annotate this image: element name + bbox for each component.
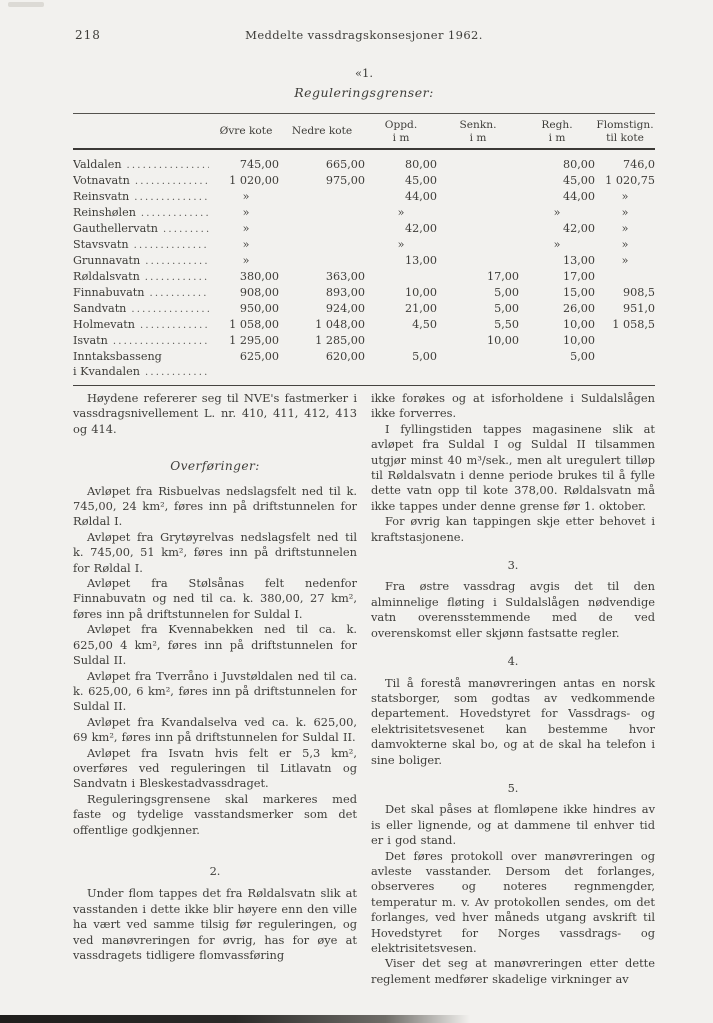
column-header-senkn: Senkn. i m: [437, 114, 519, 150]
paragraph: Det føres protokoll over manøvreringen og avleste vasstander. Dersom det forlanges, observeres og noteres regnmengder, temperatur m. v. Av protokollen sendes, om det forlanges, ved hver måneds utgang avskrift til Hovedstyret for Norges vassdrags- og elektrisitetsvesen.: [371, 848, 655, 955]
cell-oppd: 13,00: [404, 254, 437, 267]
cell-flomstign: [595, 333, 655, 349]
cell-regh: 5,00: [519, 349, 595, 386]
row-label: Isvatn: [73, 334, 108, 347]
paragraph: Fra østre vassdrag avgis det til den alminnelige fløting i Suldalslågen nødvendige vatn overensstemmende med de ved overenskomst eller skjønn fastsatte regler.: [371, 579, 655, 640]
cell-flomstign: »: [621, 254, 629, 267]
running-title: Meddelte vassdragskonsesjoner 1962.: [245, 28, 483, 42]
section-3-label: 3.: [507, 558, 519, 573]
row-label: Grunnavatn: [73, 254, 141, 267]
cell-nedre-kote: 665,00: [325, 158, 365, 171]
cell-oppd: 45,00: [404, 174, 437, 187]
dot-leader: [145, 269, 209, 285]
cell-ovre-kote: 950,00: [239, 302, 279, 315]
column-header-name: [73, 114, 213, 150]
dot-leader: [134, 237, 209, 253]
dot-leader: [141, 205, 209, 221]
cell-ovre-kote: »: [242, 222, 250, 235]
cell-regh: »: [553, 238, 561, 251]
column-header-nedre-kote: Nedre kote: [279, 114, 365, 150]
paragraph: Viser det seg at manøvreringen etter dette reglement medfører skadelige virkninger av: [371, 956, 655, 986]
cell-senkn: [437, 189, 519, 205]
paragraph: Avløpet fra Kvennabekken ned til ca. k. 625,00 4 km², føres inn på driftstunnelen for Suldal II.: [73, 622, 357, 668]
cell-oppd: 10,00: [404, 286, 437, 299]
cell-flomstign: [595, 269, 655, 285]
cell-ovre-kote: »: [242, 238, 250, 251]
paragraph: I fyllingstiden tappes magasinene slik at avløpet fra Suldal I og Suldal II tilsammen utgjør minst 40 m³/sek., men alt uregulert tilløp til Røldalsvatn i denne periode brukes til å fylle dette vatn opp til kote 378,00. Røldalsvatn må ikke tappes under denne grense før 1. oktober.: [371, 421, 655, 513]
table-row-valdalen: [73, 149, 655, 173]
cell-ovre-kote: 908,00: [239, 286, 279, 299]
cell-oppd: 44,00: [404, 190, 437, 203]
cell-flomstign: 908,5: [622, 286, 655, 299]
cell-nedre-kote: 363,00: [325, 270, 365, 283]
cell-regh: 80,00: [562, 158, 595, 171]
cell-ovre-kote: 1 020,00: [229, 174, 279, 187]
row-label-line1: Inntaksbasseng: [73, 350, 162, 363]
cell-senkn: [437, 221, 519, 237]
dot-leader: [135, 173, 209, 189]
cell-ovre-kote: 1 058,00: [229, 318, 279, 331]
table-row-sandvatn: [73, 301, 655, 317]
cell-senkn: 17,00: [486, 270, 519, 283]
row-label-line2: i Kvandalen: [73, 365, 140, 378]
cell-regh: 15,00: [562, 286, 595, 299]
cell-senkn: 5,00: [494, 286, 519, 299]
cell-nedre-kote: [279, 205, 365, 221]
heading-overforinger: Overføringer:: [170, 459, 260, 474]
paragraph: Til å forestå manøvreringen antas en norsk statsborger, som godtas av vedkommende departement. Hovedstyret for Vassdrags- og elektrisitetsvesenet kan bestemme hvor damvokterne skal bo, og at de skal ha telefon i sine boliger.: [371, 675, 655, 767]
dot-leader: [145, 364, 209, 380]
cell-flomstign: »: [621, 238, 629, 251]
paragraph-intro: Høydene refererer seg til NVE's fastmerker i vassdragsnivellement L. nr. 410, 411, 412, 413 og 414.: [73, 391, 357, 436]
cell-oppd: »: [397, 238, 405, 251]
cell-nedre-kote: 620,00: [279, 349, 365, 386]
cell-ovre-kote: 1 295,00: [229, 334, 279, 347]
body-columns: [73, 391, 655, 987]
table-title: Reguleringsgrenser:: [294, 85, 434, 100]
regulation-limits-table: [73, 113, 655, 386]
column-header-flomstign: Flomstign. til kote: [595, 114, 655, 150]
cell-ovre-kote: »: [242, 254, 250, 267]
cell-nedre-kote: [279, 221, 365, 237]
cell-ovre-kote: »: [242, 206, 250, 219]
row-label: Røldalsvatn: [73, 270, 140, 283]
cell-flomstign: »: [621, 190, 629, 203]
cell-nedre-kote: 893,00: [325, 286, 365, 299]
cell-oppd: 42,00: [404, 222, 437, 235]
table-row-reinsholen: [73, 205, 655, 221]
cell-regh: 13,00: [562, 254, 595, 267]
cell-oppd: 21,00: [404, 302, 437, 315]
table-row-votnavatn: [73, 173, 655, 189]
cell-regh: 42,00: [562, 222, 595, 235]
dot-leader: [131, 301, 209, 317]
table-row-finnabuvatn: [73, 285, 655, 301]
cell-senkn: [437, 173, 519, 189]
paragraph: Avløpet fra Grytøyrelvas nedslagsfelt ned til k. 745,00, 51 km², føres inn på driftstunnelen for Røldal I.: [73, 529, 357, 575]
row-label: Reinsvatn: [73, 190, 130, 203]
cell-flomstign: »: [621, 206, 629, 219]
row-label: Finnabuvatn: [73, 286, 145, 299]
row-label: Votnavatn: [73, 174, 130, 187]
cell-senkn: 5,50: [494, 318, 519, 331]
cell-nedre-kote: [279, 253, 365, 269]
cell-oppd: 4,50: [412, 318, 437, 331]
paragraph: Avløpet fra Isvatn hvis felt er 5,3 km², overføres ved reguleringen til Litlavatn og Sandvatn i Bleskestadvassdraget.: [73, 745, 357, 791]
paragraph: Avløpet fra Risbuelvas nedslagsfelt ned til k. 745,00, 24 km², føres inn på driftstunnelen for Røldal I.: [73, 483, 357, 529]
cell-flomstign: »: [621, 222, 629, 235]
cell-senkn: [437, 149, 519, 173]
paragraph: Reguleringsgrensene skal markeres med faste og tydelige vasstandsmerker som det offentlige godkjenner.: [73, 791, 357, 837]
cell-regh: 10,00: [562, 334, 595, 347]
table-row-grunnavatn: [73, 253, 655, 269]
dot-leader: [149, 285, 209, 301]
cell-ovre-kote: 625,00: [213, 349, 279, 386]
table-row-gauthellervatn: [73, 221, 655, 237]
cell-flomstign: 746,0: [622, 158, 655, 171]
cell-senkn: 10,00: [486, 334, 519, 347]
cell-senkn: [437, 205, 519, 221]
column-header-ovre-kote: Øvre kote: [213, 114, 279, 150]
paragraph: Avløpet fra Stølsånas felt nedenfor Finnabuvatn og ned til ca. k. 380,00, 27 km², føres inn på driftstunnelen for Suldal I.: [73, 576, 357, 621]
cell-regh: 17,00: [562, 270, 595, 283]
cell-ovre-kote: 380,00: [239, 270, 279, 283]
cell-flomstign: 951,0: [622, 302, 655, 315]
cell-oppd: 80,00: [404, 158, 437, 171]
cell-nedre-kote: [279, 189, 365, 205]
left-column: [73, 391, 357, 987]
dot-leader: [113, 333, 209, 349]
paragraph: Det skal påses at flomløpene ikke hindres av is eller lignende, og at dammene til enhver tid er i god stand.: [371, 802, 655, 848]
cell-ovre-kote: 745,00: [239, 158, 279, 171]
cell-regh: 26,00: [562, 302, 595, 315]
cell-flomstign: 1 020,75: [605, 174, 655, 187]
paragraph: Avløpet fra Tverråno i Juvstøldalen ned til ca. k. 625,00, 6 km², føres inn på driftstunnelen for Suldal II.: [73, 668, 357, 714]
table-header-row: [73, 114, 655, 150]
cell-flomstign: [595, 349, 655, 386]
cell-nedre-kote: 924,00: [325, 302, 365, 315]
cell-oppd: [365, 269, 437, 285]
row-label: Gauthellervatn: [73, 222, 158, 235]
dot-leader: [134, 189, 209, 205]
cell-nedre-kote: 1 048,00: [315, 318, 365, 331]
section-5-label: 5.: [507, 780, 519, 795]
paragraph: Under flom tappes det fra Røldalsvatn slik at vasstanden i dette ikke blir høyere enn den ville ha vært ved samme tilsig før reguleringen, og ved manøvreringen for øvrig, has for øye at vassdragets tidligere flomvassføring: [73, 886, 357, 962]
row-label: Reinshølen: [73, 206, 136, 219]
dot-leader: [140, 317, 209, 333]
cell-regh: 45,00: [562, 174, 595, 187]
cell-nedre-kote: 1 285,00: [315, 334, 365, 347]
dot-leader: [145, 253, 209, 269]
row-label: Sandvatn: [73, 302, 127, 315]
table-row-roldalsvatn: [73, 269, 655, 285]
cell-regh: »: [553, 206, 561, 219]
cell-senkn: [437, 253, 519, 269]
paragraph-continuation: ikke forøkes og at isforholdene i Suldalslågen ikke forverres.: [371, 391, 655, 421]
scan-artifact-bottom: [0, 1015, 470, 1023]
section-marker: «1.: [354, 66, 373, 80]
cell-senkn: 5,00: [494, 302, 519, 315]
table-row-inntaksbasseng-kvandalen: [73, 349, 655, 386]
cell-senkn: [437, 349, 519, 386]
paragraph: Avløpet fra Kvandalselva ved ca. k. 625,00, 69 km², føres inn på driftstunnelen for Suldal II.: [73, 714, 357, 745]
section-4-label: 4.: [507, 654, 519, 669]
table-row-isvatn: [73, 333, 655, 349]
column-header-regh: Regh. i m: [519, 114, 595, 150]
dot-leader: [163, 221, 209, 237]
scan-artifact-top: [8, 2, 44, 7]
cell-senkn: [437, 237, 519, 253]
cell-oppd: »: [397, 206, 405, 219]
cell-nedre-kote: 975,00: [325, 174, 365, 187]
cell-flomstign: 1 058,5: [612, 318, 655, 331]
paragraph: For øvrig kan tappingen skje etter behovet i kraftstasjonene.: [371, 514, 655, 544]
row-label: Valdalen: [73, 158, 122, 171]
column-header-oppd: Oppd. i m: [365, 114, 437, 150]
cell-nedre-kote: [279, 237, 365, 253]
table-row-holmevatn: [73, 317, 655, 333]
right-column: [371, 391, 655, 987]
dot-leader: [127, 157, 209, 173]
cell-ovre-kote: »: [242, 190, 250, 203]
cell-oppd: 5,00: [365, 349, 437, 386]
cell-oppd: [365, 333, 437, 349]
row-label: Holmevatn: [73, 318, 135, 331]
section-2-label: 2.: [209, 863, 221, 878]
table-row-reinsvatn: [73, 189, 655, 205]
cell-regh: 10,00: [562, 318, 595, 331]
table-row-stavsvatn: [73, 237, 655, 253]
page-number: 218: [75, 28, 101, 42]
cell-regh: 44,00: [562, 190, 595, 203]
row-label: Stavsvatn: [73, 238, 129, 251]
